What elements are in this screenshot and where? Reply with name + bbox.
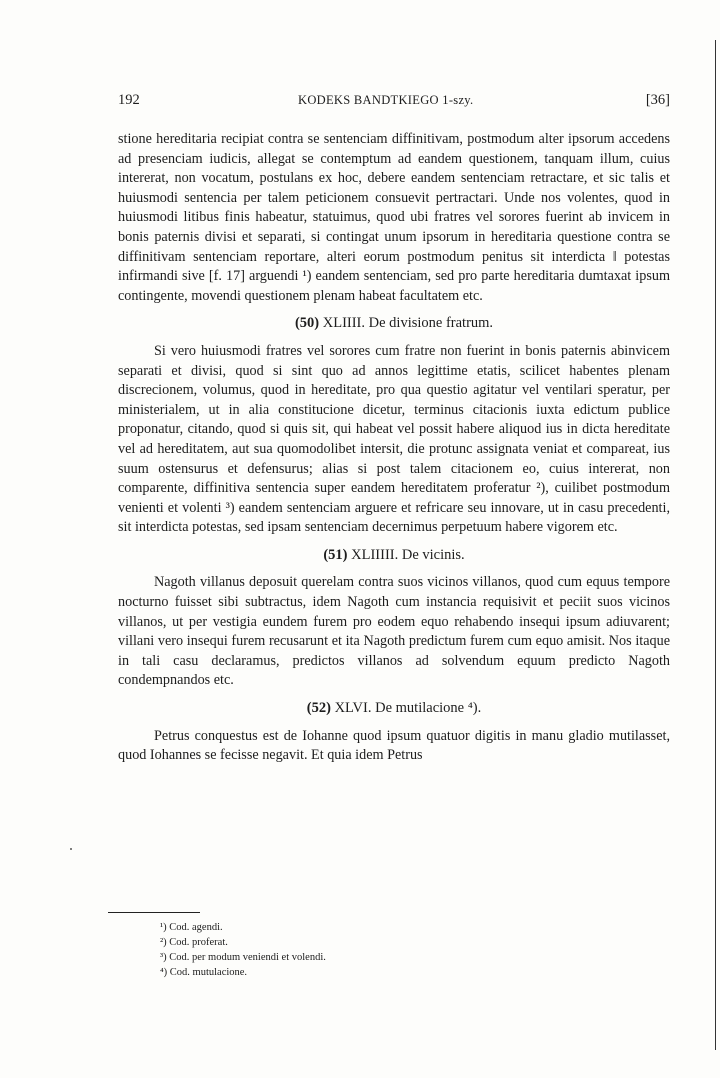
paragraph-mutilacione: Petrus conquestus est de Iohanne quod ipsum quatuor digitis in manu gladio mutilasset, quod Iohannes se fecisse negavit. Et quia idem Petrus <box>118 727 670 764</box>
paragraph-vicinis: Nagoth villanus deposuit querelam contra suos vicinos villanos, quod cum equus tempore nocturno fuisset sibi subtractus, idem Nagoth cum instancia requisivit et peciit suos vicinos villanos, ut per vestigia eundem furem pro eodem equo rehabendo insequi ipsum adiuvarent; villani vero insequi furem recusarunt et ita Nagoth predictum furem cum equo amisit. Nos itaque in tali casu declaramus, predictos villanos ad solvendum equum predicto Nagoth condempnandos etc. <box>118 574 670 689</box>
section-title: XLVI. De mutilacione ⁴). <box>334 700 482 717</box>
paragraph-continuation: stione hereditaria recipiat contra se sentenciam diffinitivam, postmodum alter ipsorum accedens ad presenciam iudicis, allegat se contemptum ad eandem questionem, tanquam illum, cuius intererat, non vocatum, postulans ex hoc, debere eandem sentenciam retractare, et sic talis et huiusmodi sentencia per talem peticionem consuevit pertractari. Unde nos volentes, quod in huiusmodi litibus finis habeatur, statuimus, quod ubi fratres vel sorores fuerint ab invicem in bonis paternis divisi et separati, si contingat unum ipsorum in hereditaria questione contra se diffinitivam sentenciam reportare, alteri eorum postmodum penitus sit interdicta ‖ potestas infirmandi sive [f. 17] arguendi ¹) eandem sentenciam, sed pro parte hereditaria dumtaxat ipsum contingente, movendi questionem plenam habeat facultatem etc. <box>118 131 670 304</box>
section-heading-50 <box>118 314 670 334</box>
running-title: KODEKS BANDTKIEGO 1-szy. <box>298 93 474 107</box>
section-title: XLIIII. De divisione fratrum. <box>322 315 494 332</box>
paragraph-divisione: Si vero huiusmodi fratres vel sorores cum fratre non fuerint in bonis paternis abinvicem separati et divisi, quod si sint quo ad annos legittime etatis, scilicet habentes plenam discrecionem, volumus, quod in hereditate, pro qua questio agitatur vel ventilari speratur, per ministerialem, ut in alia constitucione dicetur, terminus citacionis iuxta edictum publice proponatur, citando, quod si quis sit, qui habeat vel possit habere aliquod ius in dicta hereditate vel ad hereditatem, aut sua quomodolibet intersit, die protunc assignata veniat et compareat, ius suum ostensurus et defensurus; alias si post talem citacionem eo, cuius intererat, non comparente, diffinitiva sentencia super eandem hereditatem proferatur ²), cuilibet postmodum venienti et volenti ³) eandem sentenciam arguere et refricare seu innovare, ut in casu precedenti, sit interdicta potestas, sed ipsam sentenciam decernimus perpetuum habere vigorem etc. <box>118 342 670 536</box>
section-number: (51) <box>323 546 348 563</box>
section-number: (50) <box>294 315 320 332</box>
margin-dot <box>70 848 72 850</box>
footnote-rule <box>108 912 200 913</box>
main-text <box>118 130 670 766</box>
section-heading-52 <box>118 699 670 719</box>
running-head <box>118 92 670 112</box>
section-number: (52) <box>306 700 331 717</box>
footnote: ³) Cod. per modum veniendi et volendi. <box>160 952 326 963</box>
section-title: XLIIIII. De vicinis. <box>351 546 465 563</box>
footnote: ⁴) Cod. mutulacione. <box>160 967 248 978</box>
footnote: ²) Cod. proferat. <box>160 937 228 948</box>
page-number: 192 <box>118 92 140 108</box>
footnotes <box>160 920 460 980</box>
footnote: ¹) Cod. agendi. <box>160 922 223 933</box>
section-heading-51 <box>118 546 670 566</box>
folio-marker: [36] <box>645 92 670 108</box>
page-edge-line <box>715 40 716 1050</box>
